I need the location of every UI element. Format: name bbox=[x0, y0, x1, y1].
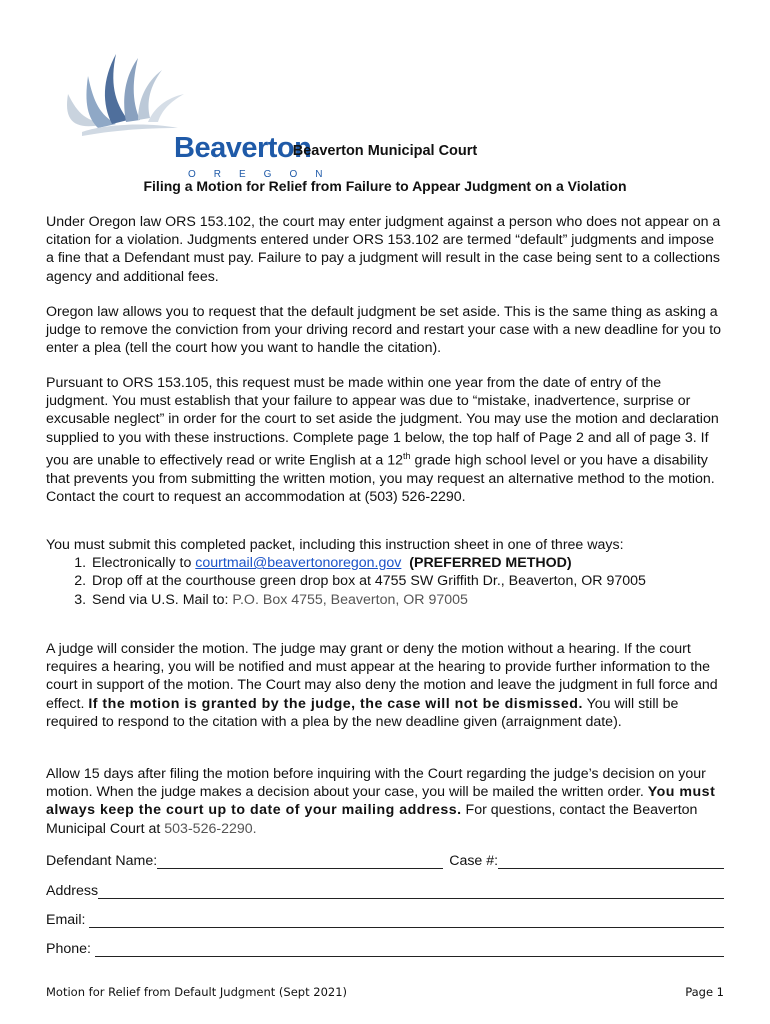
paragraph-text-part: Allow 15 days after filing the motion before inquiring with the Court regarding the judge’s decision on your motion. When the judge makes a decision about your case, you will be mailed the written order. bbox=[46, 766, 706, 801]
superscript-th: th bbox=[403, 450, 411, 461]
logo-wordmark: Beaverton bbox=[174, 132, 312, 164]
submission-methods bbox=[46, 536, 722, 609]
address-field[interactable] bbox=[98, 884, 724, 899]
phone-label: Phone: bbox=[46, 941, 91, 957]
address-row bbox=[46, 883, 724, 899]
list-item bbox=[90, 591, 722, 609]
list-item: 2. Drop off at the courthouse green drop box at 4755 SW Griffith Dr., Beaverton, OR 97005 bbox=[90, 572, 722, 590]
defendant-name-label: Defendant Name: bbox=[46, 853, 158, 869]
defendant-case-row bbox=[46, 853, 724, 869]
document-title: Filing a Motion for Relief from Failure to Appear Judgment on a Violation bbox=[143, 178, 627, 194]
list-item-text: Electronically to bbox=[92, 555, 196, 572]
court-name: Beaverton Municipal Court bbox=[292, 143, 478, 159]
phone-field[interactable] bbox=[95, 942, 724, 957]
paragraph-text bbox=[46, 374, 722, 506]
footer-document-name: Motion for Relief from Default Judgment (Sept 2021) bbox=[46, 985, 348, 999]
paragraph-text-part: grade high school level or you have a disability that prevents you from submitting the written motion, you may request an alternative method to the motion. Contact the court to request an accommodation at (503) 526-2290. bbox=[46, 452, 715, 505]
paragraph-text-part: For questions, contact the Beaverton Municipal Court at bbox=[46, 802, 698, 837]
paragraph-text-part: A judge will consider the motion. The judge may grant or deny the motion without a hearing. If the court requires a hearing, you will be notified and must appear at the hearing to provide further information to the court in support of the motion. The Court may also deny the motion and leave the judgment in full force and effect. bbox=[46, 641, 718, 712]
paragraph-text-part: You will still be required to respond to the citation with a plea by the new deadline given (arraignment date). bbox=[46, 695, 679, 730]
bold-notice-mailing-address: You must always keep the court up to date of your mailing address. bbox=[46, 784, 716, 819]
bold-notice-not-dismissed: If the motion is granted by the judge, the case will not be dismissed. bbox=[88, 695, 583, 712]
court-email-link[interactable]: courtmail@beavertonoregon.gov bbox=[195, 555, 402, 572]
paragraph-judge-consideration bbox=[46, 640, 722, 731]
logo-subtitle: OREGON bbox=[188, 169, 341, 180]
list-item bbox=[90, 554, 722, 572]
phone-row bbox=[46, 941, 724, 957]
paragraph-allow-15-days bbox=[46, 765, 722, 838]
paragraph-text bbox=[46, 765, 722, 838]
court-phone: 503-526-2290. bbox=[164, 820, 257, 837]
email-row bbox=[46, 912, 724, 928]
paragraph-default-judgment bbox=[46, 213, 722, 286]
submission-list bbox=[46, 554, 722, 609]
case-number-label: Case #: bbox=[449, 853, 499, 869]
list-item-text: Send via U.S. Mail to: bbox=[92, 591, 233, 608]
paragraph-text: Oregon law allows you to request that the default judgment be set aside. This is the same thing as asking a judge to remove the conviction from your driving record and restart your case with a new deadline for you to enter a plea (tell the court how you want to handle the citation). bbox=[46, 304, 722, 357]
paragraph-text bbox=[46, 640, 722, 731]
mailing-address: P.O. Box 4755, Beaverton, OR 97005 bbox=[232, 591, 468, 608]
address-label: Address bbox=[46, 883, 99, 899]
paragraph-ors-153-105 bbox=[46, 374, 722, 506]
paragraph-text-part: Pursuant to ORS 153.105, this request must be made within one year from the date of entry of the judgment. You must establish that your failure to appear was due to “mistake, inadvertence, surprise or excusable neglect” in order for the court to set aside the judgment. You may use the motion and declaration supplied to you with these instructions. Complete page 1 below, the top half of Page 2 and all of page 3. If you are unable to effectively read or write English at a 12 bbox=[46, 375, 719, 469]
preferred-method-label: (PREFERRED METHOD) bbox=[409, 555, 572, 572]
paragraph-set-aside bbox=[46, 303, 722, 358]
submission-intro: You must submit this completed packet, including this instruction sheet in one of three ways: bbox=[46, 537, 624, 553]
email-field[interactable] bbox=[89, 913, 724, 928]
beaverton-logo bbox=[58, 48, 341, 180]
paragraph-text: Under Oregon law ORS 153.102, the court may enter judgment against a person who does not appear on a citation for a violation. Judgments entered under ORS 153.102 are termed “default” judgments and impose a fine that a Defendant must pay. Failure to pay a judgment will result in the case being sent to a collections agency and additional fees. bbox=[46, 214, 721, 285]
email-label: Email: bbox=[46, 912, 86, 928]
case-number-field[interactable] bbox=[498, 854, 724, 869]
footer-page-number: Page 1 bbox=[685, 985, 724, 999]
defendant-name-field[interactable] bbox=[157, 854, 443, 869]
